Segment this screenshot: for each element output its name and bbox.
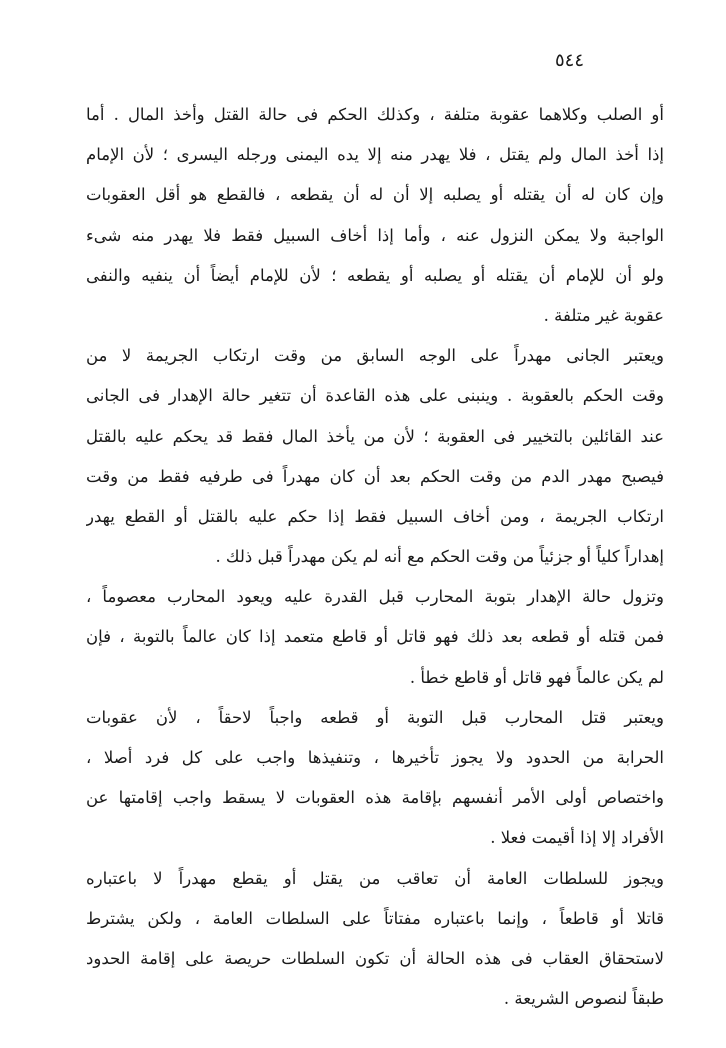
text-line: وقت الحكم بالعقوبة . وينبنى على هذه القاعدة أن تتغير حالة الإهدار فى الجانى xyxy=(86,386,664,406)
text-line: وتزول حالة الإهدار بتوبة المحارب قبل القدرة عليه ويعود المحارب معصوماً ، xyxy=(86,587,664,607)
text-line: الواجبة ولا يمكن النزول عنه ، وأما إذا أخاف السبيل فقط فلا يهدر منه شىء xyxy=(86,225,664,245)
text-line: لاستحقاق العقاب فى هذه الحالة أن تكون السلطات حريصة على إقامة الحدود xyxy=(86,948,664,968)
text-line-paragraph-end: إهداراً كلياً أو جزئياً من وقت الحكم مع أنه لم يكن مهدراً قبل ذلك . xyxy=(215,547,664,567)
text-line: واختصاص أولى الأمر أنفسهم بإقامة هذه العقوبات لا يسقط واجب إقامتها عن xyxy=(86,788,664,808)
text-line: ارتكاب الجريمة ، ومن أخاف السبيل فقط إذا حكم عليه بالقتل أو القطع يهدر xyxy=(86,506,664,526)
text-line: ولو أن للإمام أن يقتله أو يصلبه أو يقطعه ؛ لأن للإمام أيضاً أن ينفيه والنفى xyxy=(86,265,664,285)
text-line: قاتلا أو قاطعاً ، وإنما باعتباره مفتاتاً على السلطات العامة ، ولكن يشترط xyxy=(86,908,664,928)
text-line-paragraph-end: لم يكن عالماً فهو قاتل أو قاطع خطأ . xyxy=(409,667,664,687)
text-line: فمن قتله أو قطعه بعد ذلك فهو قاتل أو قاطع متعمد إذا كان عالماً بالتوبة ، فإن xyxy=(86,627,664,647)
text-line: أو الصلب وكلاهما عقوبة متلفة ، وكذلك الحكم فى حالة القتل وأخذ المال . أما xyxy=(86,105,664,124)
text-line: ويعتبر قتل المحارب قبل التوبة أو قطعه واجباً لاحقاً ، لأن عقوبات xyxy=(86,707,664,727)
text-line-paragraph-end: طبقاً لنصوص الشريعة . xyxy=(503,989,664,1009)
page-number: ٥٤٤ xyxy=(555,50,585,71)
text-line: عند القائلين بالتخيير فى العقوبة ؛ لأن من يأخذ المال فقط قد يحكم عليه بالقتل xyxy=(86,426,664,446)
text-line: ويعتبر الجانى مهدراً على الوجه السابق من وقت ارتكاب الجريمة لا من xyxy=(86,346,664,366)
text-line: الحرابة من الحدود ولا يجوز تأخيرها ، وتنفيذها واجب على كل فرد أصلا ، xyxy=(86,748,664,767)
text-line: وإن كان له أن يقتله أو يصلبه إلا أن له أن يقطعه ، فالقطع هو أقل العقوبات xyxy=(86,185,664,205)
text-line-paragraph-end: عقوبة غير متلفة . xyxy=(543,305,664,325)
document-text xyxy=(86,95,664,1019)
text-line: فيصبح مهدر الدم من وقت الحكم بعد أن كان مهدراً فى طرفيه فقط من وقت xyxy=(86,466,664,486)
text-line: ويجوز للسلطات العامة أن تعاقب من يقتل أو يقطع مهدراً لا باعتباره xyxy=(86,868,664,888)
text-line-paragraph-end: الأفراد إلا إذا أقيمت فعلا . xyxy=(490,828,664,848)
text-line: إذا أخذ المال ولم يقتل ، فلا يهدر منه إلا يده اليمنى ورجله اليسرى ؛ لأن الإمام xyxy=(86,145,664,165)
